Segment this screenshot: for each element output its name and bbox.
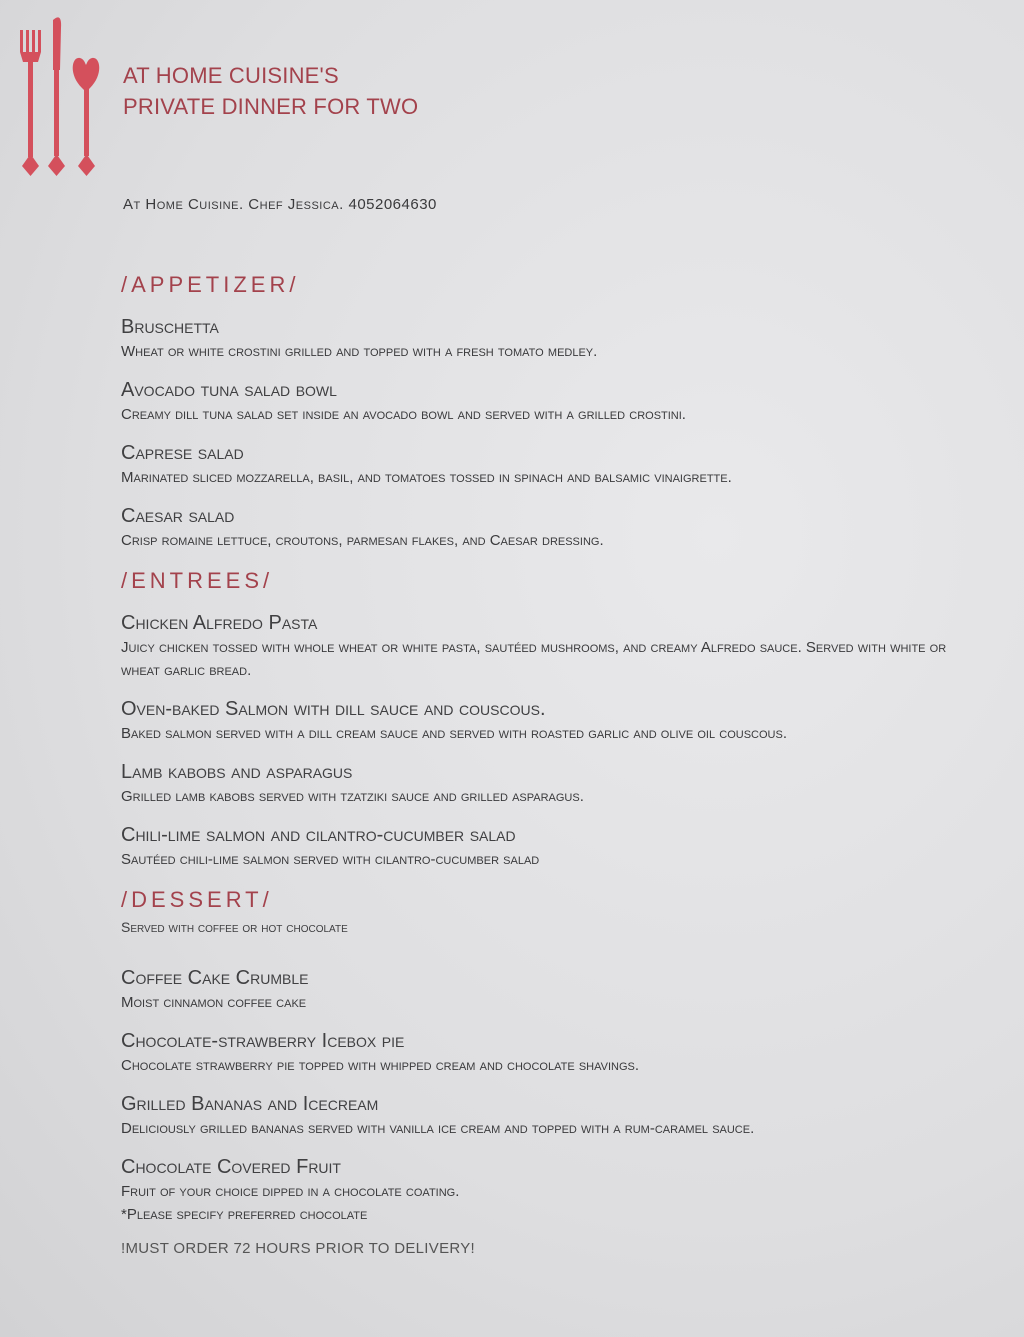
item-description: Moist cinnamon coffee cake [121,994,307,1011]
item-name: Lamb kabobs and asparagus [121,761,353,783]
item-name: Avocado tuna salad bowl [121,379,337,401]
menu-item [121,503,951,552]
item-description: Marinated sliced mozzarella, basil, and tomatoes tossed in spinach and balsamic vinaigrette. [121,469,732,486]
item-name: Chocolate-strawberry Icebox pie [121,1030,405,1052]
item-description: Sautéed chili-lime salmon served with cilantro-cucumber salad [121,851,540,868]
item-name: Chocolate Covered Fruit [121,1156,341,1178]
item-name: Oven-baked Salmon with dill sauce and couscous. [121,698,546,720]
menu-item [121,440,951,489]
item-name: Chili-lime salmon and cilantro-cucumber salad [121,824,516,846]
section-note: Served with coffee or hot chocolate [121,919,348,935]
menu-item [121,1091,951,1140]
item-name: Caesar salad [121,505,235,527]
menu-item [121,1154,951,1226]
menu-item [121,759,951,808]
item-description: Creamy dill tuna salad set inside an avocado bowl and served with a grilled crostini. [121,406,686,423]
item-description: Crisp romaine lettuce, croutons, parmesan flakes, and Caesar dressing. [121,532,604,549]
menu-section [121,566,951,871]
item-description: Wheat or white crostini grilled and topped with a fresh tomato medley. [121,343,598,360]
item-description: Juicy chicken tossed with whole wheat or white pasta, sautéed mushrooms, and creamy Alfredo sauce. Served with white or wheat garlic bread. [121,639,947,679]
order-notice: !MUST ORDER 72 HOURS PRIOR TO DELIVERY! [121,1240,476,1257]
menu-item [121,965,951,1014]
menu-item [121,822,951,871]
contact-info: At Home Cuisine. Chef Jessica. 4052064630 [123,196,437,213]
menu-section [121,885,951,1226]
menu-item [121,377,951,426]
item-description: Fruit of your choice dipped in a chocolate coating. [121,1183,460,1200]
title-line-1: AT HOME CUISINE'S [123,63,339,88]
section-heading: /APPETIZER/ [121,272,300,297]
section-heading: /ENTREES/ [121,568,274,593]
item-name: Chicken Alfredo Pasta [121,612,318,634]
menu-item [121,1028,951,1077]
menu-item [121,610,951,682]
item-name: Coffee Cake Crumble [121,967,309,989]
menu-body [121,270,951,1257]
menu-item [121,314,951,363]
section-heading: /DESSERT/ [121,887,273,912]
menu-item [121,696,951,745]
item-note: *Please specify preferred chocolate [121,1206,368,1223]
item-name: Bruschetta [121,316,219,338]
item-description: Baked salmon served with a dill cream sauce and served with roasted garlic and olive oil couscous. [121,725,788,742]
item-description: Grilled lamb kabobs served with tzatziki sauce and grilled asparagus. [121,788,584,805]
item-name: Caprese salad [121,442,244,464]
item-description: Chocolate strawberry pie topped with whipped cream and chocolate shavings. [121,1057,640,1074]
menu-title [123,60,418,122]
title-line-2: PRIVATE DINNER FOR TWO [123,94,419,119]
cutlery-heart-logo-icon [14,8,106,178]
item-description: Deliciously grilled bananas served with vanilla ice cream and topped with a rum-caramel sauce. [121,1120,755,1137]
item-name: Grilled Bananas and Icecream [121,1093,379,1115]
menu-section [121,270,951,552]
